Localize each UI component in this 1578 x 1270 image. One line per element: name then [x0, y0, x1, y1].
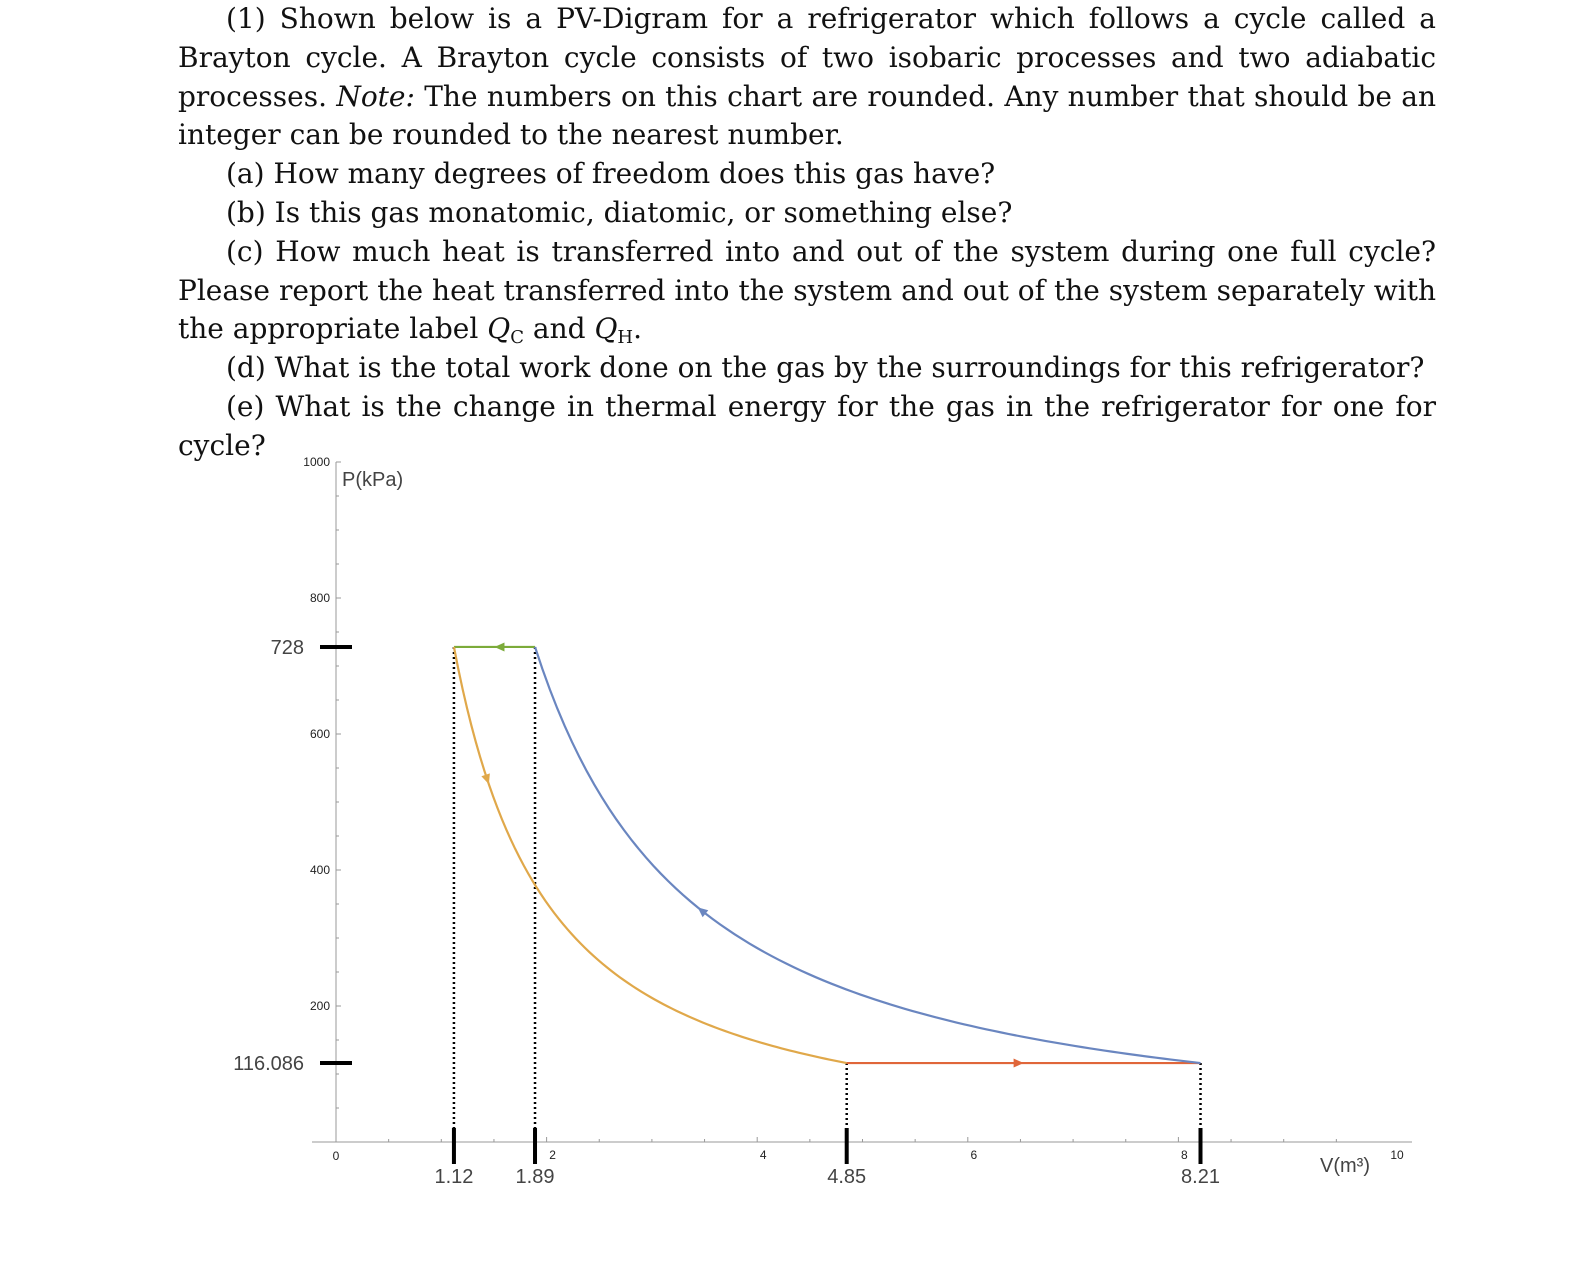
y-axis-title: P(kPa) — [342, 469, 404, 491]
part-a: (a) How many degrees of freedom does this gas have? — [226, 157, 996, 191]
x-tick-label: 4 — [759, 1148, 767, 1162]
cycle-process-4 — [535, 647, 1200, 1063]
y-tick-label: 200 — [309, 999, 330, 1013]
x-marker-label: 1.12 — [434, 1166, 474, 1188]
part-d: (d) What is the total work done on the gas by the surroundings for this refrigerator? — [226, 351, 1425, 385]
y-marker-label: 728 — [270, 636, 304, 659]
part-c-and: and — [532, 312, 586, 346]
y-tick-label: 800 — [309, 591, 330, 605]
x-tick-label: 10 — [1390, 1148, 1404, 1162]
direction-arrow-2 — [481, 773, 490, 784]
x-axis-title: V(m³) — [1320, 1155, 1370, 1177]
cycle-process-2 — [454, 647, 847, 1063]
y-tick-label: 1000 — [303, 455, 330, 469]
part-e: (e) What is the change in thermal energy for the gas in the refrigerator for one for cycle? — [178, 389, 1436, 462]
x-tick-label: 2 — [549, 1148, 556, 1162]
part-c-period: . — [633, 312, 643, 346]
x-tick-label: 0 — [332, 1149, 340, 1163]
y-tick-label: 600 — [309, 727, 330, 741]
y-tick-label: 400 — [309, 863, 330, 877]
y-marker-label: 116.086 — [233, 1053, 304, 1076]
qh-subscript: H — [617, 327, 634, 349]
x-tick-label: 6 — [970, 1148, 978, 1162]
x-tick-label: 8 — [1181, 1148, 1188, 1162]
x-marker-label: 4.85 — [827, 1166, 867, 1188]
part-b: (b) Is this gas monatomic, diatomic, or something else? — [226, 195, 1013, 229]
x-marker-label: 8.21 — [1181, 1166, 1220, 1188]
direction-arrow-1 — [494, 642, 504, 651]
qc-subscript: C — [510, 327, 524, 349]
direction-arrow-3 — [1014, 1059, 1024, 1068]
note-text: The numbers on this chart are rounded. Any number that should be an integer can be rounded to the nearest number. — [178, 79, 1437, 152]
qc-symbol: Q — [487, 312, 511, 346]
intro-text: (1) Shown below is a PV-Digram for a refrigerator which follows a cycle called a Brayton cycle. A Brayton cycle consists of two isobaric processes and two adiabatic processes. — [178, 2, 1436, 113]
qh-symbol: Q — [594, 312, 618, 346]
part-c-text: (c) How much heat is transferred into and out of the system during one full cycle? Please report the heat transferred into the system and out of the system separately with the appropriate label — [178, 234, 1436, 346]
note-label: Note: — [336, 79, 415, 113]
x-marker-label: 1.89 — [515, 1166, 555, 1188]
